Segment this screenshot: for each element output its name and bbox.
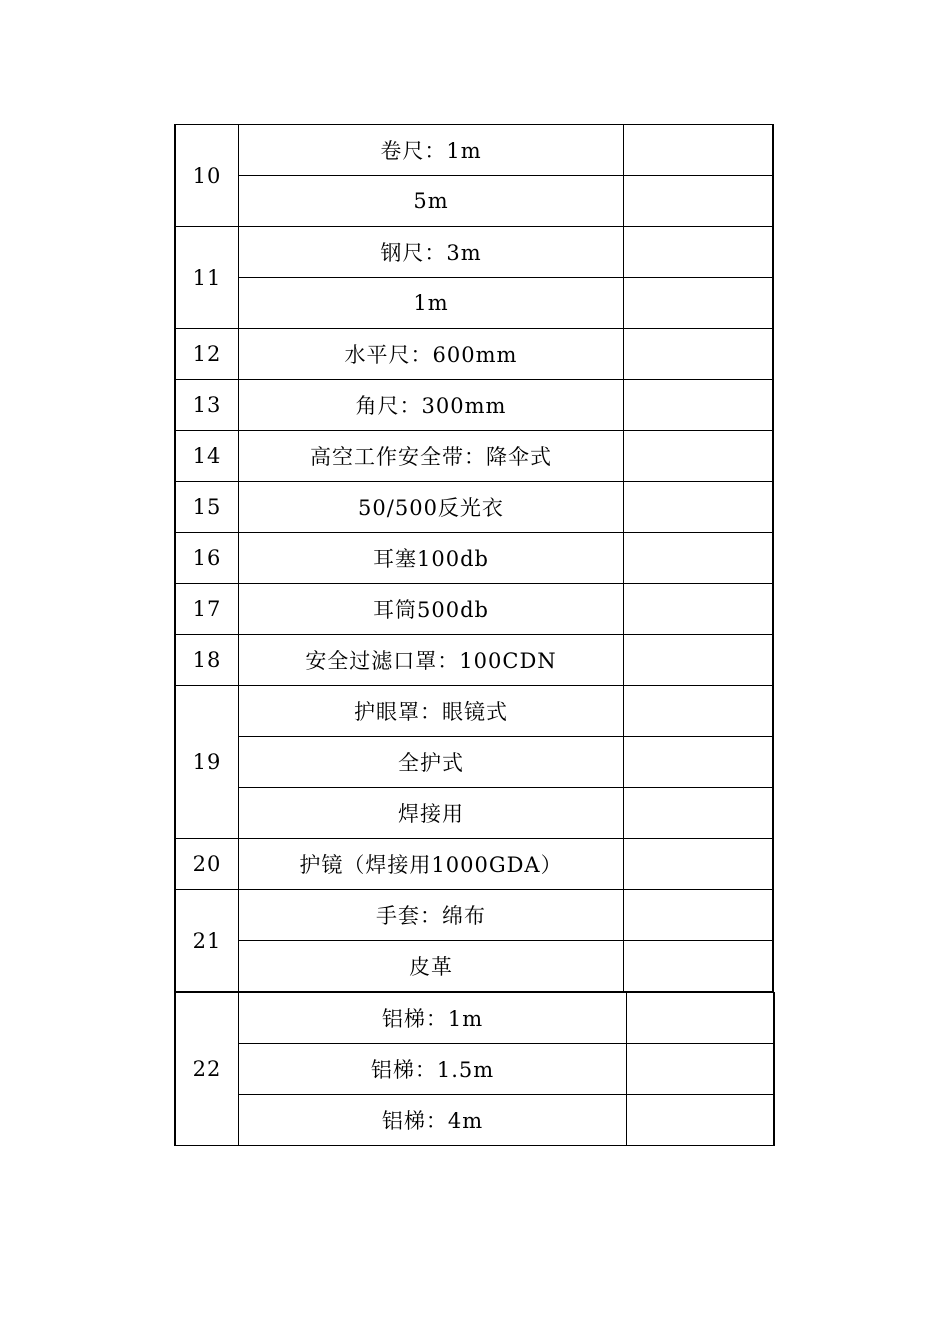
table-row (175, 125, 773, 176)
empty-cell (624, 329, 774, 380)
empty-cell (624, 482, 774, 533)
item-number: 14 (175, 431, 239, 482)
table-row (175, 176, 773, 227)
table-row (175, 482, 773, 533)
empty-cell (624, 278, 774, 329)
empty-cell (627, 1095, 775, 1146)
empty-cell (627, 993, 775, 1044)
item-description: 皮革 (239, 941, 624, 992)
table-row (175, 993, 774, 1044)
table-row (175, 533, 773, 584)
item-description: 50/500反光衣 (239, 482, 624, 533)
item-description: 护眼罩：眼镜式 (239, 686, 624, 737)
table-row (175, 329, 773, 380)
item-description: 手套：绵布 (239, 890, 624, 941)
empty-cell (624, 380, 774, 431)
item-number: 20 (175, 839, 239, 890)
item-number: 11 (175, 227, 239, 329)
item-description: 5m (239, 176, 624, 227)
table-row (175, 380, 773, 431)
empty-cell (624, 533, 774, 584)
empty-cell (624, 125, 774, 176)
table-row (175, 1044, 774, 1095)
item-description: 铝梯：1.5m (239, 1044, 627, 1095)
table-row (175, 839, 773, 890)
item-number: 12 (175, 329, 239, 380)
table-row (175, 788, 773, 839)
equipment-table-part-2 (174, 992, 775, 1146)
empty-cell (624, 788, 774, 839)
table-row (175, 686, 773, 737)
empty-cell (624, 227, 774, 278)
empty-cell (627, 1044, 775, 1095)
table-row (175, 584, 773, 635)
equipment-table-part-1 (174, 124, 774, 992)
item-description: 高空工作安全带：降伞式 (239, 431, 624, 482)
table-row (175, 227, 773, 278)
item-description: 水平尺：600mm (239, 329, 624, 380)
item-number: 13 (175, 380, 239, 431)
empty-cell (624, 431, 774, 482)
item-number: 21 (175, 890, 239, 992)
item-description: 铝梯：4m (239, 1095, 627, 1146)
item-number: 22 (175, 993, 239, 1146)
table-row (175, 941, 773, 992)
item-description: 铝梯：1m (239, 993, 627, 1044)
table-row (175, 1095, 774, 1146)
item-description: 焊接用 (239, 788, 624, 839)
table-row (175, 635, 773, 686)
item-description: 护镜（焊接用1000GDA） (239, 839, 624, 890)
empty-cell (624, 941, 774, 992)
empty-cell (624, 176, 774, 227)
item-description: 1m (239, 278, 624, 329)
table-row (175, 278, 773, 329)
item-description: 耳筒500db (239, 584, 624, 635)
empty-cell (624, 890, 774, 941)
empty-cell (624, 686, 774, 737)
item-description: 耳塞100db (239, 533, 624, 584)
item-description: 安全过滤口罩：100CDN (239, 635, 624, 686)
item-number: 17 (175, 584, 239, 635)
item-number: 19 (175, 686, 239, 839)
item-number: 10 (175, 125, 239, 227)
item-description: 角尺：300mm (239, 380, 624, 431)
empty-cell (624, 584, 774, 635)
table-row (175, 431, 773, 482)
item-number: 15 (175, 482, 239, 533)
equipment-table (174, 124, 775, 1146)
empty-cell (624, 635, 774, 686)
item-description: 钢尺：3m (239, 227, 624, 278)
table-row (175, 890, 773, 941)
item-description: 全护式 (239, 737, 624, 788)
table-row (175, 737, 773, 788)
empty-cell (624, 737, 774, 788)
item-description: 卷尺：1m (239, 125, 624, 176)
item-number: 16 (175, 533, 239, 584)
item-number: 18 (175, 635, 239, 686)
empty-cell (624, 839, 774, 890)
